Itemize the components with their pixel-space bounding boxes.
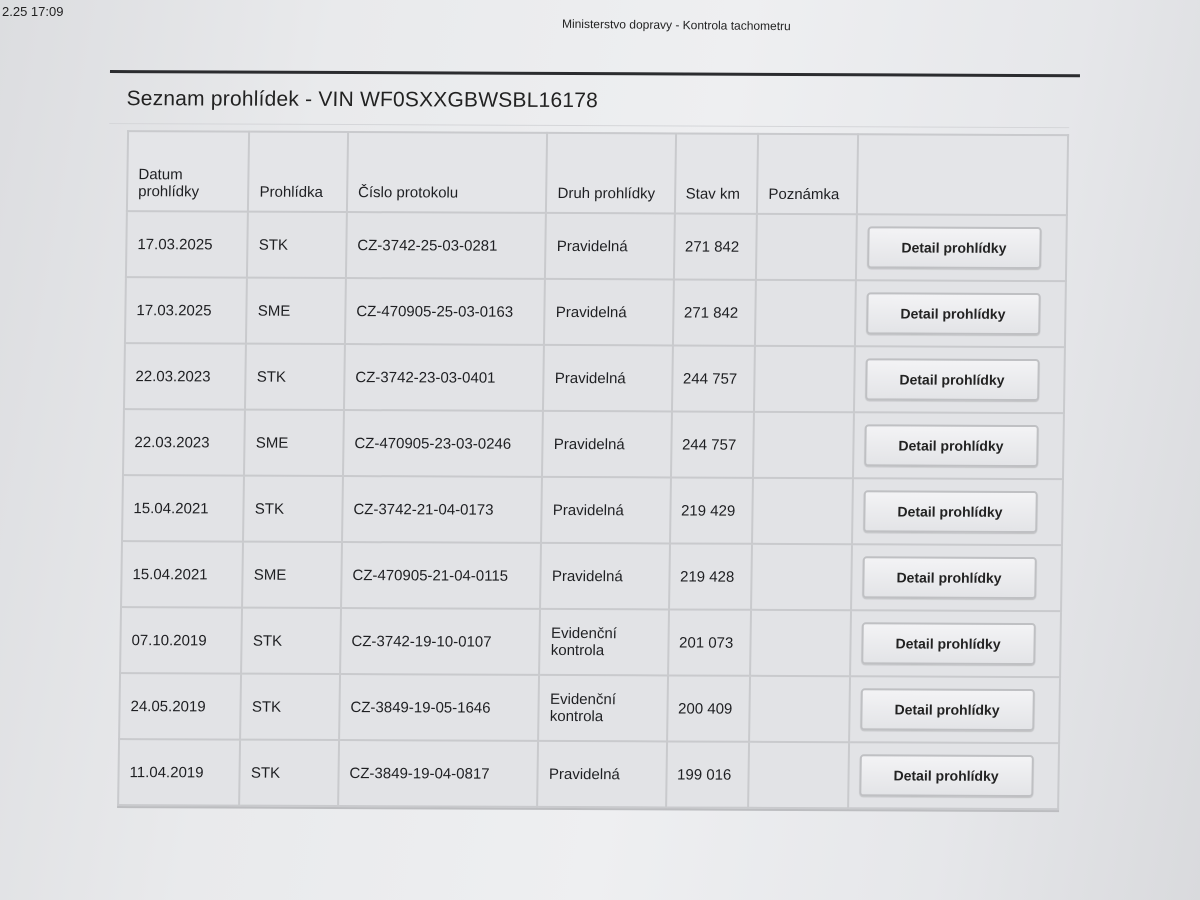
cell-protocol: CZ-470905-21-04-0115 [341, 542, 541, 609]
cell-inspection: SME [244, 410, 344, 476]
cell-action [853, 346, 1064, 413]
cell-protocol: CZ-3742-23-03-0401 [344, 344, 544, 411]
cell-km: 219 429 [670, 477, 754, 543]
cell-kind: Pravidelná [545, 213, 674, 280]
cell-note [752, 478, 852, 544]
title-divider [109, 123, 1069, 128]
cell-date: 22.03.2023 [123, 409, 245, 476]
table-row [120, 607, 1061, 677]
cell-kind: Evidenční kontrola [539, 609, 668, 676]
cell-date: 15.04.2021 [121, 541, 243, 608]
page-title: Seznam prohlídek - VIN WF0SXXGBWSBL16178 [126, 87, 599, 113]
cell-protocol: CZ-3742-19-10-0107 [340, 608, 540, 675]
cell-kind: Pravidelná [541, 477, 670, 544]
inspection-table [117, 130, 1069, 810]
cell-action [848, 742, 1059, 809]
table-header-row [127, 131, 1068, 215]
cell-inspection: SME [246, 278, 346, 344]
cell-action [854, 280, 1065, 347]
cell-note [754, 346, 854, 412]
cell-kind: Pravidelná [542, 411, 671, 478]
cell-note [748, 742, 848, 808]
detail-inspection-button[interactable]: Detail prohlídky [864, 424, 1039, 467]
column-header-date-line1: Datum [138, 166, 183, 184]
column-header-protocol: Číslo protokolu [347, 132, 548, 213]
print-timestamp: 2.25 17:09 [2, 4, 64, 19]
cell-km: 219 428 [669, 543, 753, 609]
cell-kind: Pravidelná [537, 741, 666, 808]
detail-inspection-button[interactable]: Detail prohlídky [867, 226, 1042, 269]
table-row [118, 739, 1059, 809]
column-header-date [127, 131, 250, 212]
cell-date: 15.04.2021 [122, 475, 244, 542]
detail-inspection-button[interactable]: Detail prohlídky [863, 490, 1038, 533]
cell-km: 201 073 [668, 609, 752, 675]
cell-inspection: STK [245, 344, 345, 410]
cell-action [852, 478, 1063, 545]
detail-inspection-button[interactable]: Detail prohlídky [859, 754, 1034, 797]
cell-note [749, 676, 849, 742]
cell-km: 244 757 [671, 411, 755, 477]
page-header: Ministerstvo dopravy - Kontrola tachometru [561, 16, 791, 34]
detail-inspection-button[interactable]: Detail prohlídky [862, 556, 1037, 599]
cell-inspection: STK [240, 674, 340, 740]
column-header-date-line2: prohlídky [138, 183, 200, 201]
table-row [122, 475, 1063, 545]
cell-inspection: STK [241, 608, 341, 674]
cell-kind: Pravidelná [540, 543, 669, 610]
cell-note [751, 544, 851, 610]
detail-inspection-button[interactable]: Detail prohlídky [866, 292, 1041, 335]
cell-kind: Pravidelná [544, 279, 673, 346]
cell-note [755, 280, 855, 346]
cell-protocol: CZ-3849-19-04-0817 [338, 740, 538, 807]
cell-date: 07.10.2019 [120, 607, 242, 674]
column-header-km: Stav km [674, 133, 758, 213]
cell-km: 271 842 [673, 213, 757, 279]
cell-action [850, 610, 1061, 677]
detail-inspection-button[interactable]: Detail prohlídky [865, 358, 1040, 401]
cell-kind: Pravidelná [543, 345, 672, 412]
inspection-table-body [118, 211, 1067, 809]
cell-inspection: STK [239, 740, 339, 806]
cell-protocol: CZ-470905-25-03-0163 [345, 278, 545, 345]
table-row [125, 277, 1066, 347]
cell-action [851, 544, 1062, 611]
cell-note [750, 610, 850, 676]
cell-action [855, 214, 1066, 281]
table-row [123, 409, 1064, 479]
inspection-list-panel [99, 70, 1100, 812]
header-rule [110, 70, 1080, 77]
detail-inspection-button[interactable]: Detail prohlídky [860, 688, 1035, 731]
cell-action [853, 412, 1064, 479]
cell-kind: Evidenční kontrola [538, 675, 667, 742]
cell-note [753, 412, 853, 478]
cell-date: 22.03.2023 [124, 343, 246, 410]
column-header-action [856, 134, 1068, 215]
cell-date: 17.03.2025 [126, 211, 248, 278]
cell-date: 11.04.2019 [118, 739, 240, 806]
cell-km: 244 757 [672, 345, 756, 411]
cell-protocol: CZ-470905-23-03-0246 [343, 410, 543, 477]
column-header-inspection: Prohlídka [248, 132, 348, 212]
cell-action [849, 676, 1060, 743]
cell-km: 271 842 [672, 279, 756, 345]
column-header-kind: Druh prohlídky [546, 133, 675, 214]
cell-note [756, 214, 856, 280]
cell-date: 24.05.2019 [119, 673, 241, 740]
cell-inspection: STK [247, 212, 347, 278]
cell-inspection: STK [243, 476, 343, 542]
cell-date: 17.03.2025 [125, 277, 247, 344]
table-row [121, 541, 1062, 611]
table-row [119, 673, 1060, 743]
table-row [124, 343, 1065, 413]
detail-inspection-button[interactable]: Detail prohlídky [861, 622, 1036, 665]
cell-km: 200 409 [667, 675, 751, 741]
cell-protocol: CZ-3849-19-05-1646 [339, 674, 539, 741]
cell-km: 199 016 [666, 741, 750, 807]
cell-inspection: SME [242, 542, 342, 608]
cell-protocol: CZ-3742-25-03-0281 [346, 212, 546, 279]
cell-protocol: CZ-3742-21-04-0173 [342, 476, 542, 543]
column-header-note: Poznámka [757, 134, 857, 214]
table-row [126, 211, 1067, 281]
